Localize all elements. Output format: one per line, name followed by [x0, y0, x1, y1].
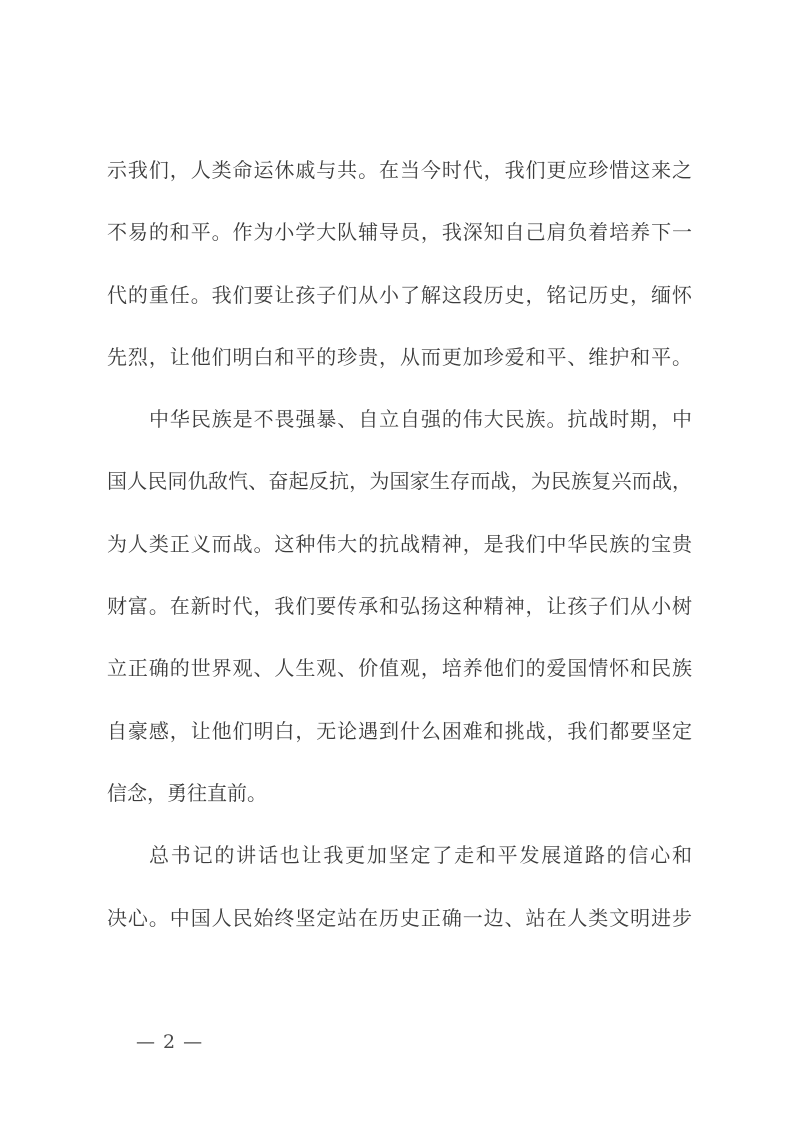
text-line: 不易的和平。作为小学大队辅导员，我深知自己肩负着培养下一	[107, 220, 692, 245]
text-line: 为人类正义而战。这种伟大的抗战精神，是我们中华民族的宝贵	[107, 531, 692, 556]
text-line: 决心。中国人民始终坚定站在历史正确一边、站在人类文明进步	[107, 905, 692, 930]
text-line: 信念，勇往直前。	[107, 780, 267, 805]
paragraph	[107, 824, 692, 949]
text-line: 示我们，人类命运休戚与共。在当今时代，我们更应珍惜这来之	[107, 158, 692, 182]
text-line: 中华民族是不畏强暴、自立自强的伟大民族。抗战时期，中	[149, 407, 692, 432]
text-line: 先烈，让他们明白和平的珍贵，从而更加珍爱和平、维护和平。	[107, 344, 692, 369]
text-line: 国人民同仇敌忾、奋起反抗，为国家生存而战，为民族复兴而战，	[107, 469, 692, 494]
page-number: 2	[163, 1031, 176, 1053]
page-number-right-dash: —	[183, 1031, 203, 1053]
text-line: 总书记的讲话也让我更加坚定了走和平发展道路的信心和	[149, 843, 692, 868]
text-line: 代的重任。我们要让孩子们从小了解这段历史，铭记历史，缅怀	[107, 282, 692, 307]
text-line: 立正确的世界观、人生观、价值观，培养他们的爱国情怀和民族	[107, 656, 692, 681]
paragraph	[107, 139, 692, 388]
page-number-left-dash: —	[136, 1031, 155, 1053]
document-body	[107, 139, 692, 949]
page-number-footer	[136, 1031, 202, 1053]
text-line: 财富。在新时代，我们要传承和弘扬这种精神，让孩子们从小树	[107, 594, 692, 619]
text-line: 自豪感，让他们明白，无论遇到什么困难和挑战，我们都要坚定	[107, 718, 692, 743]
paragraph	[107, 388, 692, 824]
